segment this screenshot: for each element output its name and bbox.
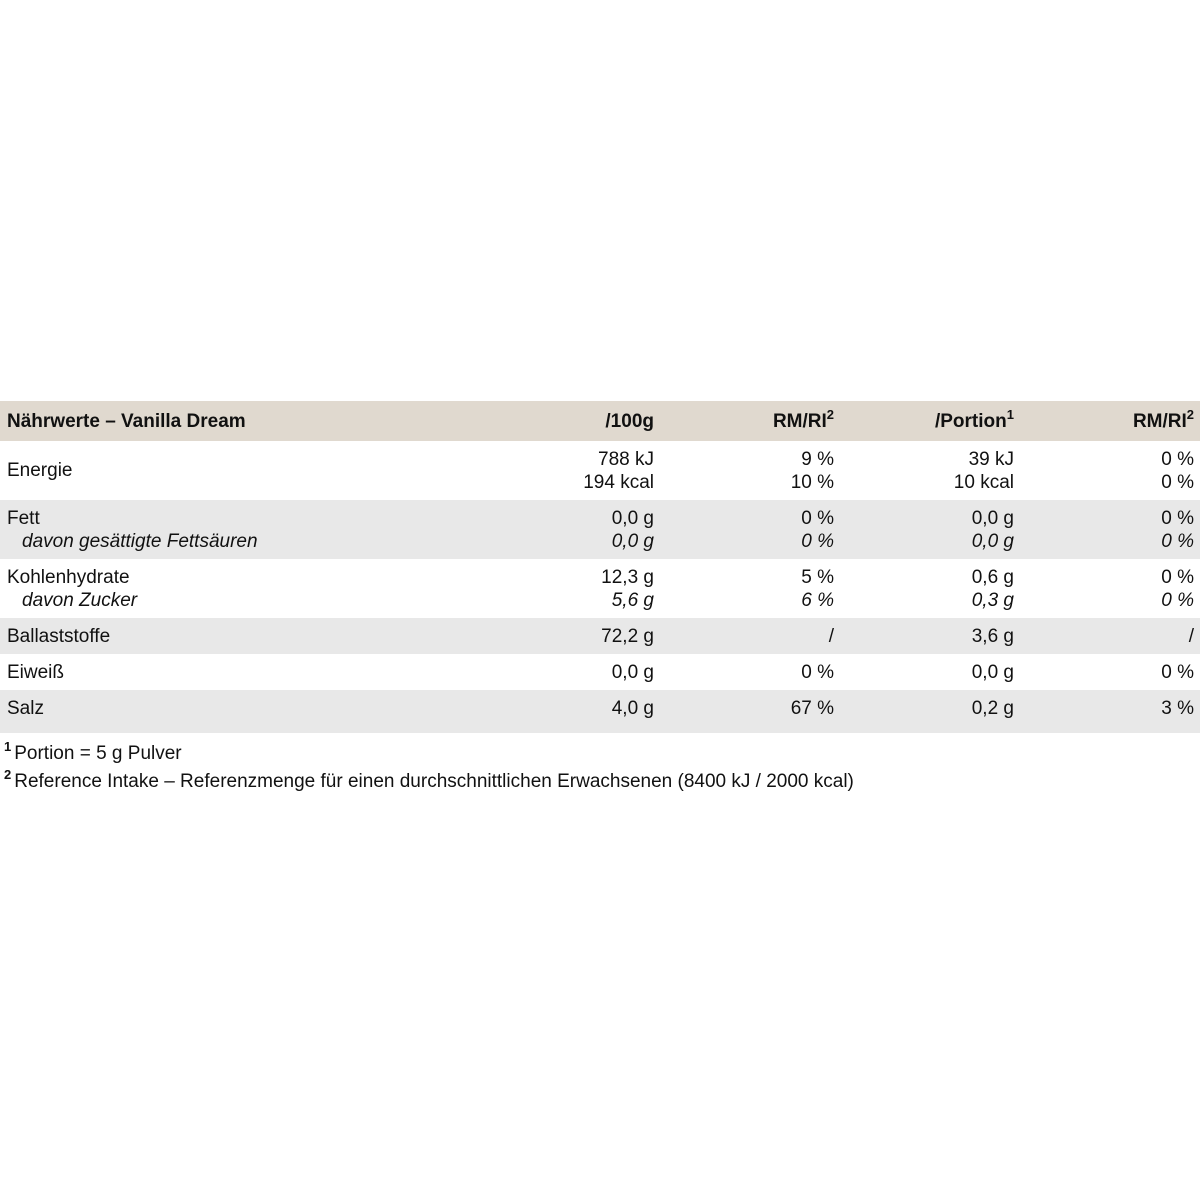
table-row-energie xyxy=(0,441,1200,500)
nutrient-name: Eiweiß xyxy=(7,661,65,683)
footnote-number: 2 xyxy=(4,767,12,782)
footnote-ref-2: 2 xyxy=(826,406,834,422)
value-per-portion: 39 kJ 10 kcal xyxy=(953,448,1014,493)
footnote-ref-1: 1 xyxy=(1006,406,1014,422)
nutrient-name: Ballaststoffe xyxy=(7,625,111,647)
footnote-1 xyxy=(4,740,854,768)
header-title: Nährwerte – Vanilla Dream xyxy=(7,410,246,432)
table-body xyxy=(0,441,1200,733)
value-rm-ri-portion: 0 % 0 % xyxy=(1161,448,1194,493)
table-row-ballaststoffe xyxy=(0,618,1200,654)
table-row-eiweiss xyxy=(0,654,1200,690)
nutrition-table xyxy=(0,401,1200,733)
table-bottom-padding-cell xyxy=(0,726,1200,733)
value-rm-ri: 9 % 10 % xyxy=(790,448,834,493)
value-rm-ri-portion: 0 % 0 % xyxy=(1161,507,1194,552)
value-per-portion: 0,0 g xyxy=(971,661,1014,683)
value-rm-ri: 0 % xyxy=(801,661,834,683)
value-rm-ri-portion: 3 % xyxy=(1161,697,1194,719)
header-per-portion: /Portion$^1$ xyxy=(934,406,1014,432)
footnote-ref-2: 2 xyxy=(1186,406,1194,422)
nutrient-name: Energie xyxy=(7,460,73,481)
value-per-portion: 0,0 g 0,0 g xyxy=(971,507,1014,552)
footnotes xyxy=(4,740,854,796)
value-per-portion: 0,2 g xyxy=(971,697,1014,719)
footnote-text: Portion = 5 g Pulver xyxy=(14,743,182,764)
footnote-text: Reference Intake – Referenzmenge für einen durchschnittlichen Erwachsenen (8400 kJ / 2000 kcal) xyxy=(14,771,854,792)
table-bottom-padding xyxy=(0,726,1200,733)
value-rm-ri-portion: 0 % xyxy=(1161,661,1194,683)
table-row-kohlenhydrate xyxy=(0,559,1200,618)
table-row-fett xyxy=(0,500,1200,559)
value-rm-ri: 5 % 6 % xyxy=(801,566,834,611)
nutrient-name: Salz xyxy=(7,697,44,719)
value-per-100g: 12,3 g 5,6 g xyxy=(601,566,654,611)
value-per-100g: 0,0 g 0,0 g xyxy=(611,507,654,552)
footnote-number: 1 xyxy=(4,739,12,754)
header-per-100g: /100g xyxy=(605,410,654,432)
value-rm-ri: 67 % xyxy=(790,697,834,719)
header-rm-ri-portion: $RM/RI^2$ xyxy=(1132,406,1194,432)
value-per-100g: 72,2 g xyxy=(601,625,654,647)
header-rm-ri: $RM/RI^2$ xyxy=(772,406,834,432)
value-per-100g: 0,0 g xyxy=(611,661,654,683)
value-per-100g: 4,0 g xyxy=(611,697,654,719)
value-rm-ri-portion: 0 % 0 % xyxy=(1161,566,1194,611)
table-row-salz xyxy=(0,690,1200,726)
value-per-portion: 3,6 g xyxy=(971,625,1014,647)
footnote-2 xyxy=(4,768,854,796)
value-rm-ri: 0 % 0 % xyxy=(801,507,834,552)
table-header-row xyxy=(0,401,1200,441)
nutrient-name: Kohlenhydrate davon Zucker xyxy=(7,566,138,611)
value-rm-ri: / xyxy=(828,625,834,647)
value-rm-ri-portion: / xyxy=(1188,625,1194,647)
nutrient-name: Fett davon gesättigte Fettsäuren xyxy=(7,507,258,552)
value-per-100g: 788 kJ 194 kcal xyxy=(583,448,654,493)
value-per-portion: 0,6 g 0,3 g xyxy=(971,566,1014,611)
